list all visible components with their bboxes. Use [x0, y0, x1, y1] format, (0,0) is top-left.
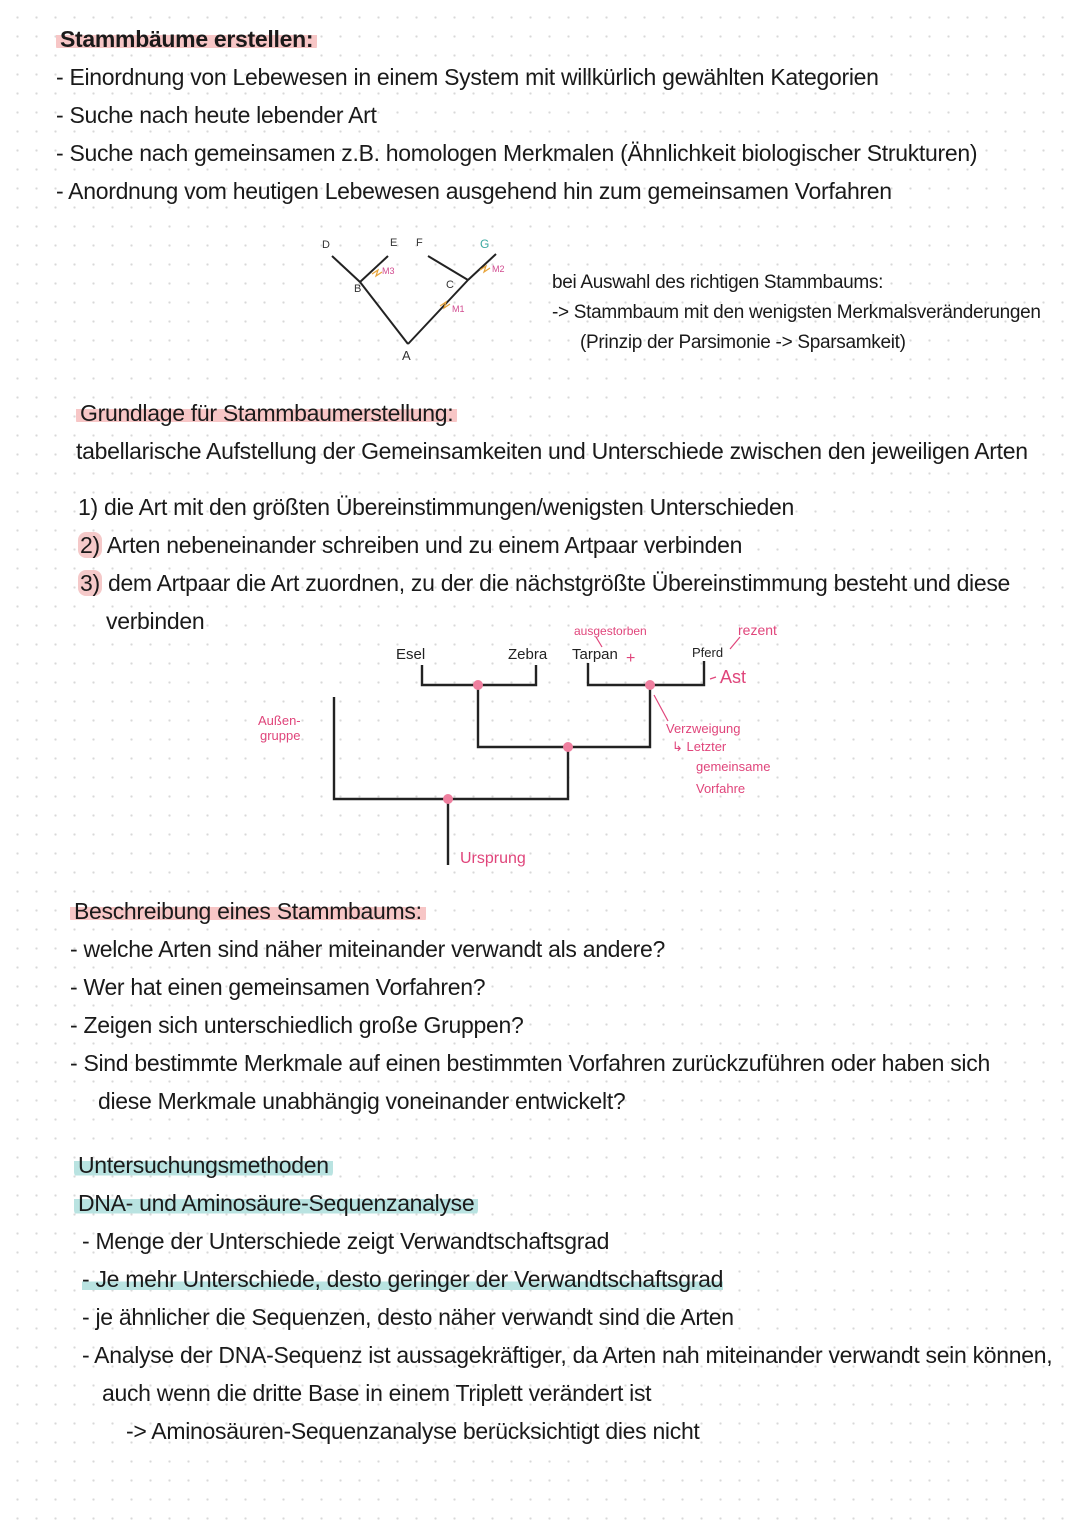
list-item: - Suche nach gemeinsamen z.B. homologen Merkmalen (Ähnlichkeit biologischer Strukturen) [56, 140, 978, 166]
mutation-label-m1: M1 [452, 304, 465, 314]
species-label-zebra: Zebra [508, 646, 548, 663]
tree-branch [428, 256, 468, 280]
step-item: 3) dem Artpaar die Art zuordnen, zu der die nächstgrößte Übereinstimmung besteht und diese [80, 570, 1011, 596]
subheading-sequenzanalyse: DNA- und Aminosäure-Sequenzanalyse [74, 1184, 1052, 1222]
step-item: 2) Arten nebeneinander schreiben und zu einem Artpaar verbinden [80, 532, 743, 558]
annotation-letzter: ↳ Letzter [672, 739, 727, 754]
annotation-rezent: rezent [738, 622, 777, 638]
tree-label-g: G [480, 237, 490, 251]
tree-branch [360, 282, 408, 344]
tree-branch [588, 661, 704, 685]
mutation-label-m2: M2 [492, 264, 505, 274]
list-item: - Menge der Unterschiede zeigt Verwandtschaftsgrad [82, 1228, 610, 1254]
annotation-vorfahre: Vorfahre [696, 781, 746, 796]
annotation-ausgestorben: ausgestorben [574, 624, 647, 638]
list-item: - Suche nach heute lebender Art [56, 102, 377, 128]
parsimony-note [552, 268, 1041, 358]
list-item: - Anordnung vom heutigen Lebewesen ausgehend hin zum gemeinsamen Vorfahren [56, 178, 892, 204]
annotation-aussengruppe: gruppe [260, 728, 301, 743]
list-item: - welche Arten sind näher miteinander verwandt als andere? [70, 936, 666, 962]
conclusion-line: -> Aminosäuren-Sequenzanalyse berücksichtigt dies nicht [126, 1418, 700, 1444]
heading-beschreibung: Beschreibung eines Stammbaums: [70, 892, 990, 930]
annotation-verzweigung: Verzweigung [666, 721, 741, 736]
annotation-gemeinsame: gemeinsame [696, 759, 771, 774]
mutation-label-m3: M3 [382, 266, 395, 276]
mutation-mark-icon [372, 270, 382, 276]
step-item-continuation: verbinden [106, 608, 205, 634]
list-item: - Analyse der DNA-Sequenz ist aussagekräftiger, da Arten nah miteinander verwandt sein können, [82, 1342, 1053, 1368]
heading-untersuchungsmethoden: Untersuchungsmethoden [74, 1146, 1052, 1184]
parsimony-note-title: bei Auswahl des richtigen Stammbaums: [552, 272, 884, 293]
tree-node [563, 742, 573, 752]
tree-branch [478, 685, 650, 747]
tree-node [443, 794, 453, 804]
list-item: - Zeigen sich unterschiedlich große Gruppen? [70, 1012, 524, 1038]
section-stammbaeume-erstellen [56, 20, 977, 210]
section-beschreibung [70, 892, 990, 1120]
tree-label-c: C [446, 279, 454, 291]
annotation-pointer [710, 677, 716, 679]
species-label-esel: Esel [396, 646, 426, 663]
parsimony-note-line: -> Stammbaum mit den wenigsten Merkmalsveränderungen [552, 302, 1041, 323]
step-item: 1) die Art mit den größten Übereinstimmungen/wenigsten Unterschieden [78, 494, 794, 520]
annotation-aussengruppe: Außen- [258, 713, 301, 728]
grundlage-subtitle: tabellarische Aufstellung der Gemeinsamkeiten und Unterschiede zwischen den jeweiligen Arten [76, 438, 1028, 464]
annotation-pointer [730, 637, 740, 649]
list-item-continuation: auch wenn die dritte Base in einem Triplett verändert ist [102, 1380, 652, 1406]
heading-grundlage: Grundlage für Stammbaumerstellung: [76, 394, 1028, 432]
annotation-ast: Ast [720, 667, 747, 687]
tree-node [645, 680, 655, 690]
parsimony-tree-diagram [300, 232, 540, 372]
list-item-continuation: diese Merkmale unabhängig voneinander entwickelt? [98, 1088, 626, 1114]
species-label-pferd: Pferd [692, 645, 724, 660]
list-item: - Sind bestimmte Merkmale auf einen bestimmten Vorfahren zurückzuführen oder haben sich [70, 1050, 990, 1076]
annotation-ursprung: Ursprung [460, 850, 526, 867]
list-item: - Einordnung von Lebewesen in einem System mit willkürlich gewählten Kategorien [56, 64, 879, 90]
tree-label-a: A [402, 348, 411, 363]
tree-label-b: B [354, 283, 362, 295]
tree-label-d: D [322, 239, 330, 251]
tree-node [473, 680, 483, 690]
tree-label-f: F [416, 237, 423, 249]
heading-stammbaeume-erstellen: Stammbäume erstellen: [56, 20, 977, 58]
list-item: - Wer hat einen gemeinsamen Vorfahren? [70, 974, 486, 1000]
section-grundlage [76, 394, 1028, 470]
tree-label-e: E [390, 237, 398, 249]
list-item: - Je mehr Unterschiede, desto geringer der Verwandtschaftsgrad [82, 1266, 724, 1292]
section-untersuchungsmethoden [74, 1146, 1052, 1450]
parsimony-note-line: (Prinzip der Parsimonie -> Sparsamkeit) [580, 332, 906, 353]
tree-branch [332, 256, 360, 282]
species-label-tarpan: Tarpan [572, 646, 618, 663]
list-item: - je ähnlicher die Sequenzen, desto näher verwandt sind die Arten [82, 1304, 734, 1330]
horse-cladogram [240, 615, 820, 880]
annotation-pointer [654, 695, 668, 721]
extinct-cross-icon: + [626, 650, 636, 667]
